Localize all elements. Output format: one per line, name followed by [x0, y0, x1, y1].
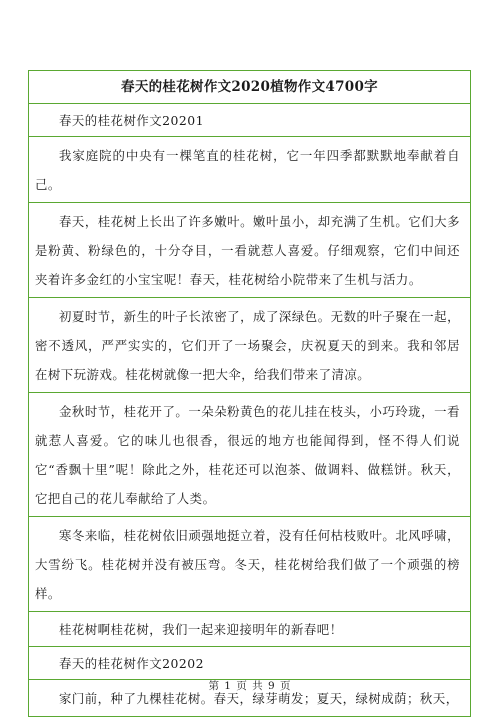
document-table — [28, 70, 471, 717]
paragraph-closing: 桂花树啊桂花树，我们一起来迎接明年的新春吧！ — [29, 612, 470, 647]
section-heading-2: 春天的桂花树作文20202 — [29, 647, 470, 680]
paragraph-intro: 我家庭院的中央有一棵笔直的桂花树，它一年四季都默默地奉献着自己。 — [29, 137, 470, 203]
paragraph-second-essay: 家门前，种了九棵桂花树。春天，绿芽萌发；夏天，绿树成荫；秋天， — [59, 691, 459, 706]
paragraph-autumn: 金秋时节，桂花开了。一朵朵粉黄色的花儿挂在枝头，小巧玲珑，一看就惹人喜爱。它的味儿也很香，很远的地方也能闻得到，怪不得人们说它“香飘十里”呢！除此之外，桂花还可以泡茶、做调料、做糕饼。秋天，它把自己的花儿奉献给了人类。 — [29, 393, 470, 517]
page-number: 第 1 页 共 9 页 — [208, 680, 292, 692]
document-title: 春天的桂花树作文2020植物作文4700字 — [29, 71, 470, 104]
paragraph-winter: 寒冬来临，桂花树依旧顽强地挺立着，没有任何枯枝败叶。北风呼啸，大雪纷飞。桂花树并没有被压弯。冬天，桂花树给我们做了一个顽强的榜样。 — [29, 517, 470, 612]
paragraph-summer: 初夏时节，新生的叶子长浓密了，成了深绿色。无数的叶子聚在一起，密不透风，严严实实的，它们开了一场聚会，庆祝夏天的到来。我和邻居在树下玩游戏。桂花树就像一把大伞，给我们带来了清凉。 — [29, 298, 470, 393]
section-heading-1: 春天的桂花树作文20201 — [29, 104, 470, 137]
paragraph-spring: 春天，桂花树上长出了许多嫩叶。嫩叶虽小，却充满了生机。它们大多是粉黄、粉绿色的，十分夺目，一看就惹人喜爱。仔细观察，它们中间还夹着许多金红的小宝宝呢！春天，桂花树给小院带来了生机与活力。 — [29, 203, 470, 298]
